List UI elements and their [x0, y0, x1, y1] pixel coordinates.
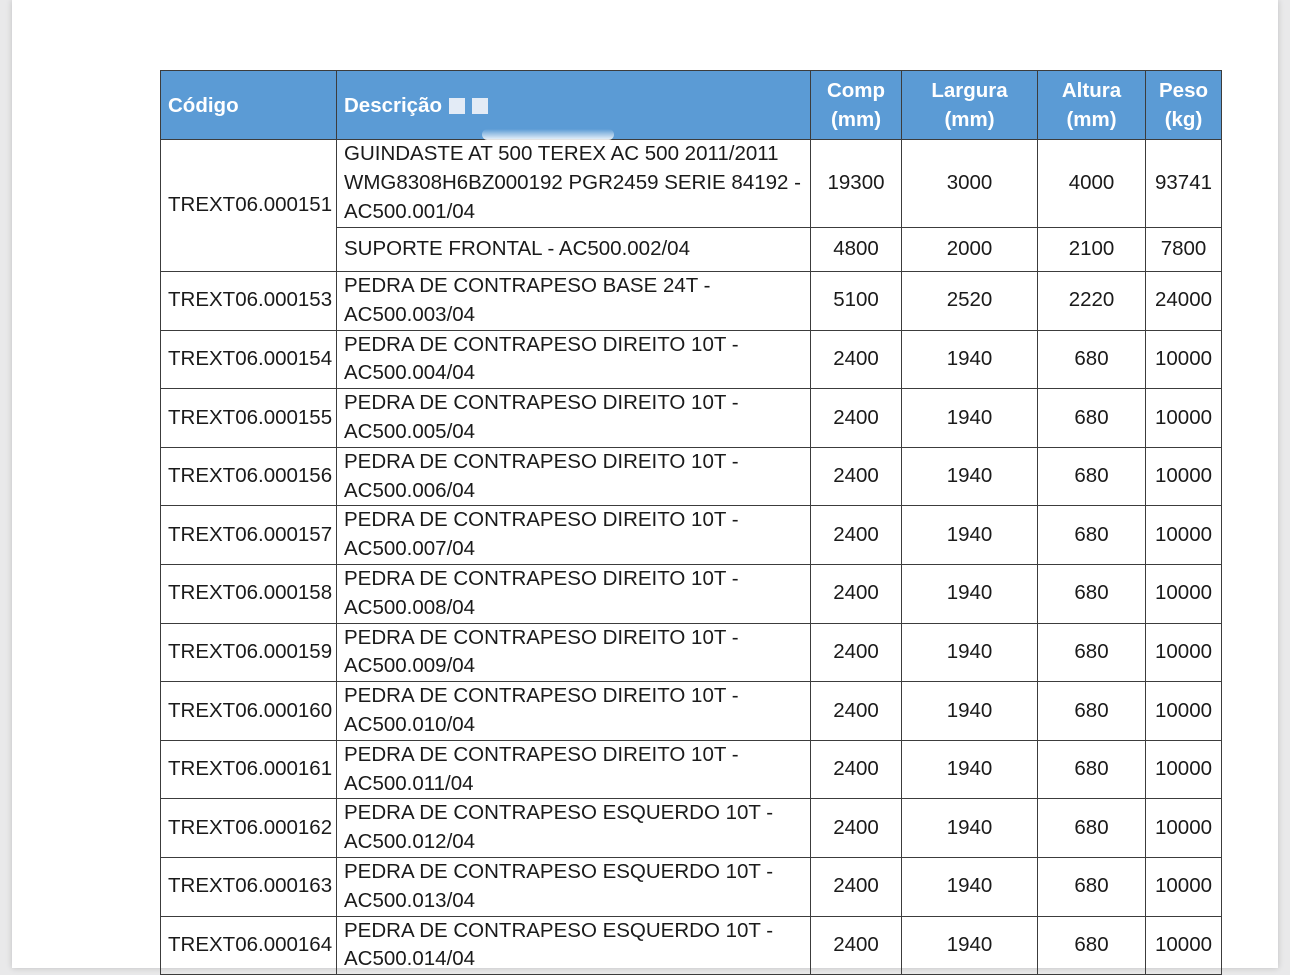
cell-descricao: SUPORTE FRONTAL - AC500.002/04 — [337, 228, 811, 272]
cell-peso: 10000 — [1146, 330, 1222, 389]
cell-descricao: PEDRA DE CONTRAPESO DIREITO 10T - AC500.005/04 — [337, 389, 811, 448]
cell-descricao: PEDRA DE CONTRAPESO DIREITO 10T - AC500.006/04 — [337, 447, 811, 506]
cell-largura: 1940 — [902, 740, 1038, 799]
cell-altura: 2220 — [1038, 272, 1146, 331]
cell-peso: 10000 — [1146, 682, 1222, 741]
header-peso: Peso (kg) — [1146, 71, 1222, 140]
cell-largura: 1940 — [902, 506, 1038, 565]
table-row — [161, 447, 1222, 506]
cell-largura: 3000 — [902, 140, 1038, 228]
cell-comp: 2400 — [811, 740, 902, 799]
cell-peso: 10000 — [1146, 564, 1222, 623]
cell-altura: 680 — [1038, 682, 1146, 741]
cell-altura: 680 — [1038, 330, 1146, 389]
redaction-mark — [472, 98, 488, 114]
table-row — [161, 272, 1222, 331]
cell-altura: 680 — [1038, 564, 1146, 623]
cell-comp: 2400 — [811, 623, 902, 682]
header-altura: Altura (mm) — [1038, 71, 1146, 140]
cell-altura: 680 — [1038, 506, 1146, 565]
cell-comp: 2400 — [811, 506, 902, 565]
header-comp: Comp (mm) — [811, 71, 902, 140]
cell-peso: 10000 — [1146, 506, 1222, 565]
cell-comp: 2400 — [811, 857, 902, 916]
table-row — [161, 506, 1222, 565]
cell-comp: 2400 — [811, 799, 902, 858]
cell-peso: 10000 — [1146, 916, 1222, 975]
cell-peso: 7800 — [1146, 228, 1222, 272]
cell-altura: 680 — [1038, 916, 1146, 975]
cell-comp: 2400 — [811, 682, 902, 741]
header-largura: Largura (mm) — [902, 71, 1038, 140]
cell-largura: 1940 — [902, 682, 1038, 741]
cell-codigo: TREXT06.000153 — [161, 272, 337, 331]
table-row — [161, 564, 1222, 623]
table-row — [161, 857, 1222, 916]
cell-codigo: TREXT06.000161 — [161, 740, 337, 799]
table-row — [161, 140, 1222, 228]
cell-largura: 1940 — [902, 564, 1038, 623]
cell-comp: 2400 — [811, 916, 902, 975]
cell-comp: 2400 — [811, 447, 902, 506]
cell-largura: 2000 — [902, 228, 1038, 272]
cell-descricao: PEDRA DE CONTRAPESO DIREITO 10T - AC500.007/04 — [337, 506, 811, 565]
cell-peso: 10000 — [1146, 623, 1222, 682]
cell-peso: 10000 — [1146, 389, 1222, 448]
cell-descricao: PEDRA DE CONTRAPESO DIREITO 10T - AC500.008/04 — [337, 564, 811, 623]
cell-comp: 19300 — [811, 140, 902, 228]
cell-codigo: TREXT06.000156 — [161, 447, 337, 506]
cell-codigo: TREXT06.000164 — [161, 916, 337, 975]
cell-altura: 680 — [1038, 740, 1146, 799]
table-row — [161, 916, 1222, 975]
cell-peso: 10000 — [1146, 857, 1222, 916]
cell-largura: 1940 — [902, 330, 1038, 389]
header-codigo: Código — [161, 71, 337, 140]
cell-altura: 680 — [1038, 857, 1146, 916]
cell-descricao: PEDRA DE CONTRAPESO DIREITO 10T - AC500.010/04 — [337, 682, 811, 741]
cell-descricao: PEDRA DE CONTRAPESO ESQUERDO 10T - AC500.014/04 — [337, 916, 811, 975]
table-row — [161, 799, 1222, 858]
cell-descricao: PEDRA DE CONTRAPESO ESQUERDO 10T - AC500.013/04 — [337, 857, 811, 916]
cell-peso: 24000 — [1146, 272, 1222, 331]
cell-largura: 1940 — [902, 916, 1038, 975]
cell-descricao: GUINDASTE AT 500 TEREX AC 500 2011/2011 WMG8308H6BZ000192 PGR2459 SERIE 84192 - AC500.001/04 — [337, 140, 811, 228]
cell-comp: 2400 — [811, 330, 902, 389]
table-row — [161, 330, 1222, 389]
cell-comp: 5100 — [811, 272, 902, 331]
cell-codigo: TREXT06.000162 — [161, 799, 337, 858]
header-descricao-label: Descrição — [344, 93, 443, 117]
cell-peso: 10000 — [1146, 799, 1222, 858]
cell-descricao: PEDRA DE CONTRAPESO DIREITO 10T - AC500.004/04 — [337, 330, 811, 389]
cell-descricao: PEDRA DE CONTRAPESO DIREITO 10T - AC500.011/04 — [337, 740, 811, 799]
cell-altura: 680 — [1038, 389, 1146, 448]
table-row — [161, 623, 1222, 682]
cell-largura: 1940 — [902, 389, 1038, 448]
cell-codigo: TREXT06.000160 — [161, 682, 337, 741]
cell-altura: 680 — [1038, 447, 1146, 506]
cell-peso: 10000 — [1146, 740, 1222, 799]
cell-largura: 1940 — [902, 623, 1038, 682]
cell-comp: 2400 — [811, 389, 902, 448]
cell-altura: 680 — [1038, 799, 1146, 858]
redaction-mark — [449, 98, 465, 114]
redaction-smudge — [482, 129, 614, 140]
cell-altura: 2100 — [1038, 228, 1146, 272]
cell-largura: 1940 — [902, 857, 1038, 916]
table-row — [161, 740, 1222, 799]
cell-comp: 4800 — [811, 228, 902, 272]
cell-comp: 2400 — [811, 564, 902, 623]
cell-largura: 1940 — [902, 799, 1038, 858]
document-page — [12, 0, 1278, 971]
cell-codigo: TREXT06.000163 — [161, 857, 337, 916]
cell-descricao: PEDRA DE CONTRAPESO ESQUERDO 10T - AC500.012/04 — [337, 799, 811, 858]
cell-codigo: TREXT06.000159 — [161, 623, 337, 682]
equipment-table — [160, 70, 1222, 975]
cell-largura: 1940 — [902, 447, 1038, 506]
cell-descricao: PEDRA DE CONTRAPESO DIREITO 10T - AC500.009/04 — [337, 623, 811, 682]
cell-altura: 4000 — [1038, 140, 1146, 228]
table-row — [161, 389, 1222, 448]
cell-codigo: TREXT06.000154 — [161, 330, 337, 389]
cell-largura: 2520 — [902, 272, 1038, 331]
table-row — [161, 682, 1222, 741]
cell-peso: 10000 — [1146, 447, 1222, 506]
cell-codigo: TREXT06.000158 — [161, 564, 337, 623]
cell-codigo: TREXT06.000155 — [161, 389, 337, 448]
cell-codigo: TREXT06.000157 — [161, 506, 337, 565]
table-header-row — [161, 71, 1222, 140]
cell-altura: 680 — [1038, 623, 1146, 682]
cell-codigo: TREXT06.000151 — [161, 140, 337, 272]
cell-descricao: PEDRA DE CONTRAPESO BASE 24T - AC500.003/04 — [337, 272, 811, 331]
cell-peso: 93741 — [1146, 140, 1222, 228]
